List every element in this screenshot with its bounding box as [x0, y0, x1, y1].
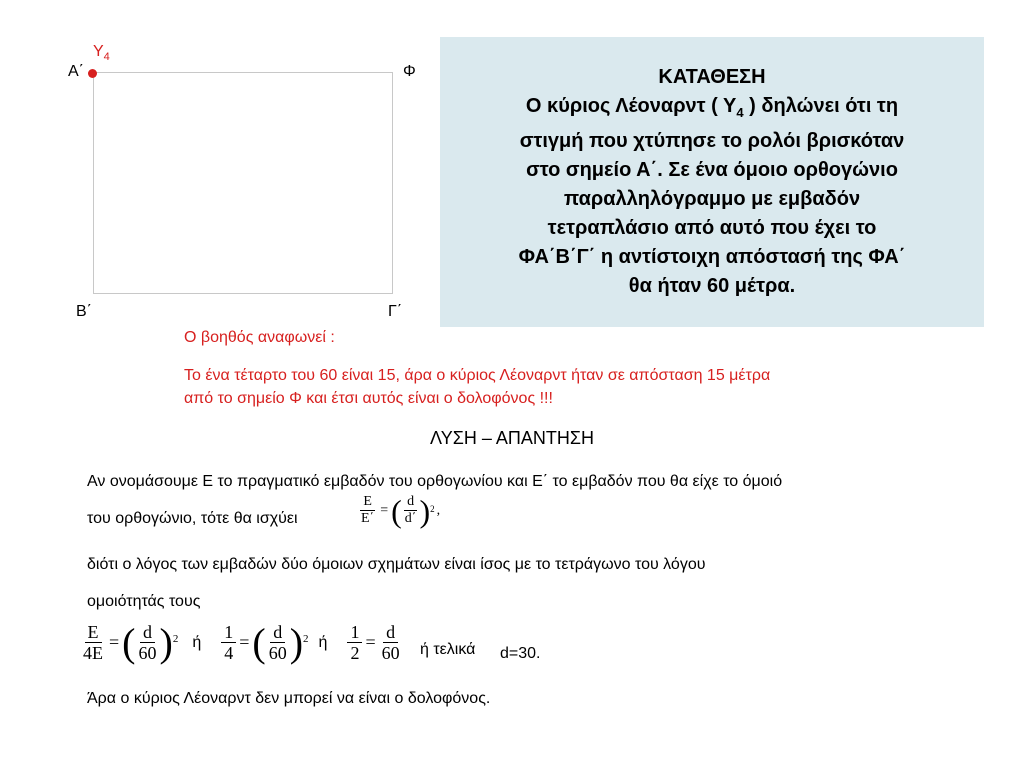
finally-text: ή τελικά [420, 641, 476, 658]
conclusion-text: Άρα ο κύριος Λέοναρντ δεν μπορεί να είναι ο δολοφόνος. [87, 690, 491, 707]
solution-text: του ορθογώνιο, τότε θα ισχύει [87, 510, 298, 527]
solution-text: Αν ονομάσουμε Ε το πραγματικό εμβαδόν του ορθογωνίου και Ε΄ το εμβαδόν που θα είχε το όμοιό [87, 473, 783, 490]
fraction: d 60 [138, 622, 157, 663]
fraction: $\frac{1}{4}$ [221, 622, 236, 663]
solution-text: διότι ο λόγος των εμβαδών δύο όμοιων σχημάτων είναι ίσος με το τετράγωνο του λόγου [87, 556, 706, 573]
point-a-marker [88, 69, 97, 78]
assistant-line: από το σημείο Φ και έτσι αυτός είναι ο δολοφόνος !!! [184, 390, 553, 407]
fraction: d d΄ [404, 494, 417, 526]
result-text: d=30. [500, 645, 541, 662]
testimony-line: στιγμή που χτύπησε το ρολόι βρισκόταν [519, 130, 905, 152]
solution-title: ΛΥΣΗ – ΑΠΑΝΤΗΣΗ [430, 428, 594, 448]
fraction: $\frac{d}{60}$ [381, 622, 400, 663]
testimony-line: στο σημείο Α΄. Σε ένα όμοιο ορθογώνιο [526, 159, 898, 181]
label-b: Β΄ [76, 303, 92, 320]
similarity-formula: $\frac{E}{E΄}$ = ( d d΄ ) 2 , [358, 494, 443, 527]
testimony-line: παραλληλόγραμμο με εμβαδόν [563, 188, 861, 210]
fraction: $\frac{E}{E΄}$ [361, 494, 375, 526]
fraction: d 60 [268, 622, 287, 663]
testimony-line: τετραπλάσιο από αυτό που έχει το [547, 217, 877, 239]
label-a: Α΄ [68, 63, 84, 80]
testimony-line: ΦΑ΄Β΄Γ΄ η αντίστοιχη απόστασή της ΦΑ΄ [518, 246, 906, 268]
testimony-line: θα ήταν 60 μέτρα. [628, 275, 796, 297]
assistant-heading: Ο βοηθός αναφωνεί : [184, 329, 335, 346]
equation-chain: $\frac{E}{4E}$ = ( d 60 ) 2 ή $\frac{1}{4}$ = ( d 60 ) 2 ή $\frac{1}{2}$ = $\frac{d}{60}$ [80, 622, 403, 663]
solution-text: ομοιότητάς τους [87, 593, 201, 610]
rectangle-figure [93, 72, 393, 294]
label-phi: Φ [403, 63, 416, 80]
testimony-line: Ο κύριος Λέοναρντ ( $\Upsilon_4$ ) δηλώνει ότι τη [525, 95, 899, 120]
fraction: $\frac{1}{2}$ [347, 622, 362, 663]
testimony-box [440, 37, 984, 327]
label-y4: $\Upsilon_4$ [93, 43, 110, 64]
assistant-line: Το ένα τέταρτο του 60 είναι 15, άρα ο κύριος Λέοναρντ ήταν σε απόσταση 15 μέτρα [184, 367, 771, 384]
label-g: Γ΄ [388, 303, 403, 320]
testimony-title: ΚΑΤΑΘΕΣΗ [658, 66, 766, 88]
fraction: $\frac{E}{4E}$ [83, 622, 103, 663]
